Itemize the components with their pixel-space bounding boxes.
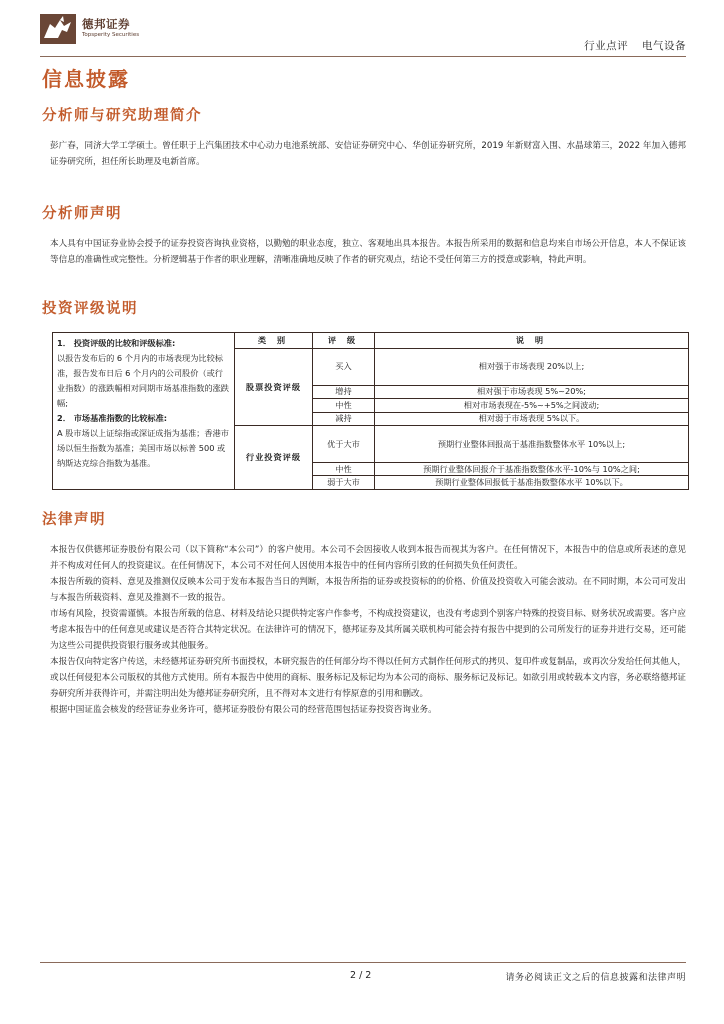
- column-header-grade: 评 级: [313, 333, 375, 349]
- description-cell: 预期行业整体回报高于基准指数整体水平 10%以上;: [375, 426, 689, 463]
- legal-text: [50, 542, 686, 718]
- analyst-intro-text: [50, 138, 686, 170]
- bull-logo-icon: [40, 14, 76, 44]
- report-type: 行业点评: [584, 40, 629, 52]
- description-cell: 相对市场表现在-5%~+5%之间波动;: [375, 399, 689, 413]
- logo-cn-text: 德邦证券: [82, 17, 130, 31]
- grade-cell: 中性: [313, 399, 375, 413]
- industry-rating-category: 行业投资评级: [235, 426, 313, 490]
- rating-criteria-cell: [53, 333, 235, 490]
- column-header-category: 类 别: [235, 333, 313, 349]
- analyst-statement-text: [50, 236, 686, 268]
- grade-cell: 买入: [313, 349, 375, 386]
- legal-heading: 法律声明: [42, 512, 106, 528]
- grade-cell: 中性: [313, 462, 375, 476]
- header-divider: [40, 56, 686, 57]
- legal-paragraph: 本报告所载的资料、意见及推测仅反映本公司于发布本报告当日的判断，本报告所指的证券或投资标的的价格、价值及投资收入可能会波动。在不同时期，本公司可发出与本报告所载资料、意见及推测不一致的报告。: [50, 577, 686, 603]
- grade-cell: 弱于大市: [313, 476, 375, 490]
- grade-cell: 减持: [313, 412, 375, 426]
- grade-cell: 优于大市: [313, 426, 375, 463]
- page-header: [0, 0, 724, 62]
- criteria-text-2: A 股市场以上证综指或深证成指为基准；香港市场以恒生指数为基准；美国市场以标普 500 或纳斯达克综合指数为基准。: [57, 428, 229, 468]
- rating-heading: 投资评级说明: [42, 301, 138, 317]
- analyst-intro-heading: 分析师与研究助理简介: [42, 108, 202, 124]
- table-row: [53, 333, 689, 349]
- analyst-intro-paragraph: 彭广春，同济大学工学硕士。曾任职于上汽集团技术中心动力电池系统部、安信证券研究中心、华创证券研究所，2019 年新财富入围、水晶球第三，2022 年加入德邦证券研究所，担任所长助理及电新首席。: [50, 141, 686, 167]
- description-cell: 相对弱于市场表现 5%以下。: [375, 412, 689, 426]
- page-title: 信息披露: [42, 67, 130, 91]
- page-number: 2 / 2: [350, 970, 372, 981]
- stock-rating-category: 股票投资评级: [235, 349, 313, 426]
- company-logo: [40, 14, 190, 44]
- description-cell: 预期行业整体回报低于基准指数整体水平 10%以下。: [375, 476, 689, 490]
- legal-paragraph: 市场有风险，投资需谨慎。本报告所载的信息、材料及结论只提供特定客户作参考，不构成投资建议，也没有考虑到个别客户特殊的投资目标、财务状况或需要。客户应考虑本报告中的任何意见或建议是否符合其特定状况。在法律许可的情况下，德邦证券及其所属关联机构可能会持有报告中提到的公司所发行的证券并进行交易，还可能为这些公司提供投资银行服务或其他服务。: [50, 609, 686, 651]
- criteria-text-1: 以报告发布后的 6 个月内的市场表现为比较标准，报告发布日后 6 个月内的公司股价（或行业指数）的涨跌幅相对同期市场基准指数的涨跌幅;: [57, 353, 229, 408]
- footer-note: 请务必阅读正文之后的信息披露和法律声明: [505, 973, 686, 983]
- criteria-title-2: 2． 市场基准指数的比较标准:: [57, 413, 168, 423]
- description-cell: 相对强于市场表现 20%以上;: [375, 349, 689, 386]
- legal-paragraph: 根据中国证监会核发的经营证券业务许可，德邦证券股份有限公司的经营范围包括证券投资咨询业务。: [50, 705, 437, 715]
- description-cell: 预期行业整体回报介于基准指数整体水平-10%与 10%之间;: [375, 462, 689, 476]
- legal-paragraph: 本报告仅供德邦证券股份有限公司（以下简称“本公司”）的客户使用。本公司不会因接收人收到本报告而视其为客户。在任何情况下，本报告中的信息或所表述的意见并不构成对任何人的投资建议。在任何情况下，本公司不对任何人因使用本报告中的任何内容所引致的任何损失负任何责任。: [50, 545, 686, 571]
- sector-label: 电气设备: [642, 40, 686, 52]
- legal-paragraph: 本报告仅向特定客户传送，未经德邦证券研究所书面授权，本研究报告的任何部分均不得以任何方式制作任何形式的拷贝、复印件或复制品，或再次分发给任何其他人，或以任何侵犯本公司版权的其他方式使用。所有本报告中使用的商标、服务标记及标记均为本公司的商标、服务标记及标记。如欲引用或转载本文内容，务必联络德邦证券研究所并获得许可，并需注明出处为德邦证券研究所，且不得对本文进行有悖原意的引用和删改。: [50, 657, 686, 699]
- rating-table: [52, 332, 689, 490]
- header-tags: [574, 38, 686, 53]
- description-cell: 相对强于市场表现 5%~20%;: [375, 385, 689, 399]
- grade-cell: 增持: [313, 385, 375, 399]
- criteria-title-1: 1． 投资评级的比较和评级标准:: [57, 338, 176, 348]
- logo-en-text: Topsperity Securities: [82, 32, 140, 38]
- analyst-statement-heading: 分析师声明: [42, 206, 122, 222]
- footer-divider: [40, 962, 686, 963]
- column-header-description: 说 明: [375, 333, 689, 349]
- analyst-statement-paragraph: 本人具有中国证券业协会授予的证券投资咨询执业资格，以勤勉的职业态度，独立、客观地出具本报告。本报告所采用的数据和信息均来自市场公开信息，本人不保证该等信息的准确性或完整性。分析逻辑基于作者的职业理解，清晰准确地反映了作者的研究观点，结论不受任何第三方的授意或影响，特此声明。: [50, 239, 686, 265]
